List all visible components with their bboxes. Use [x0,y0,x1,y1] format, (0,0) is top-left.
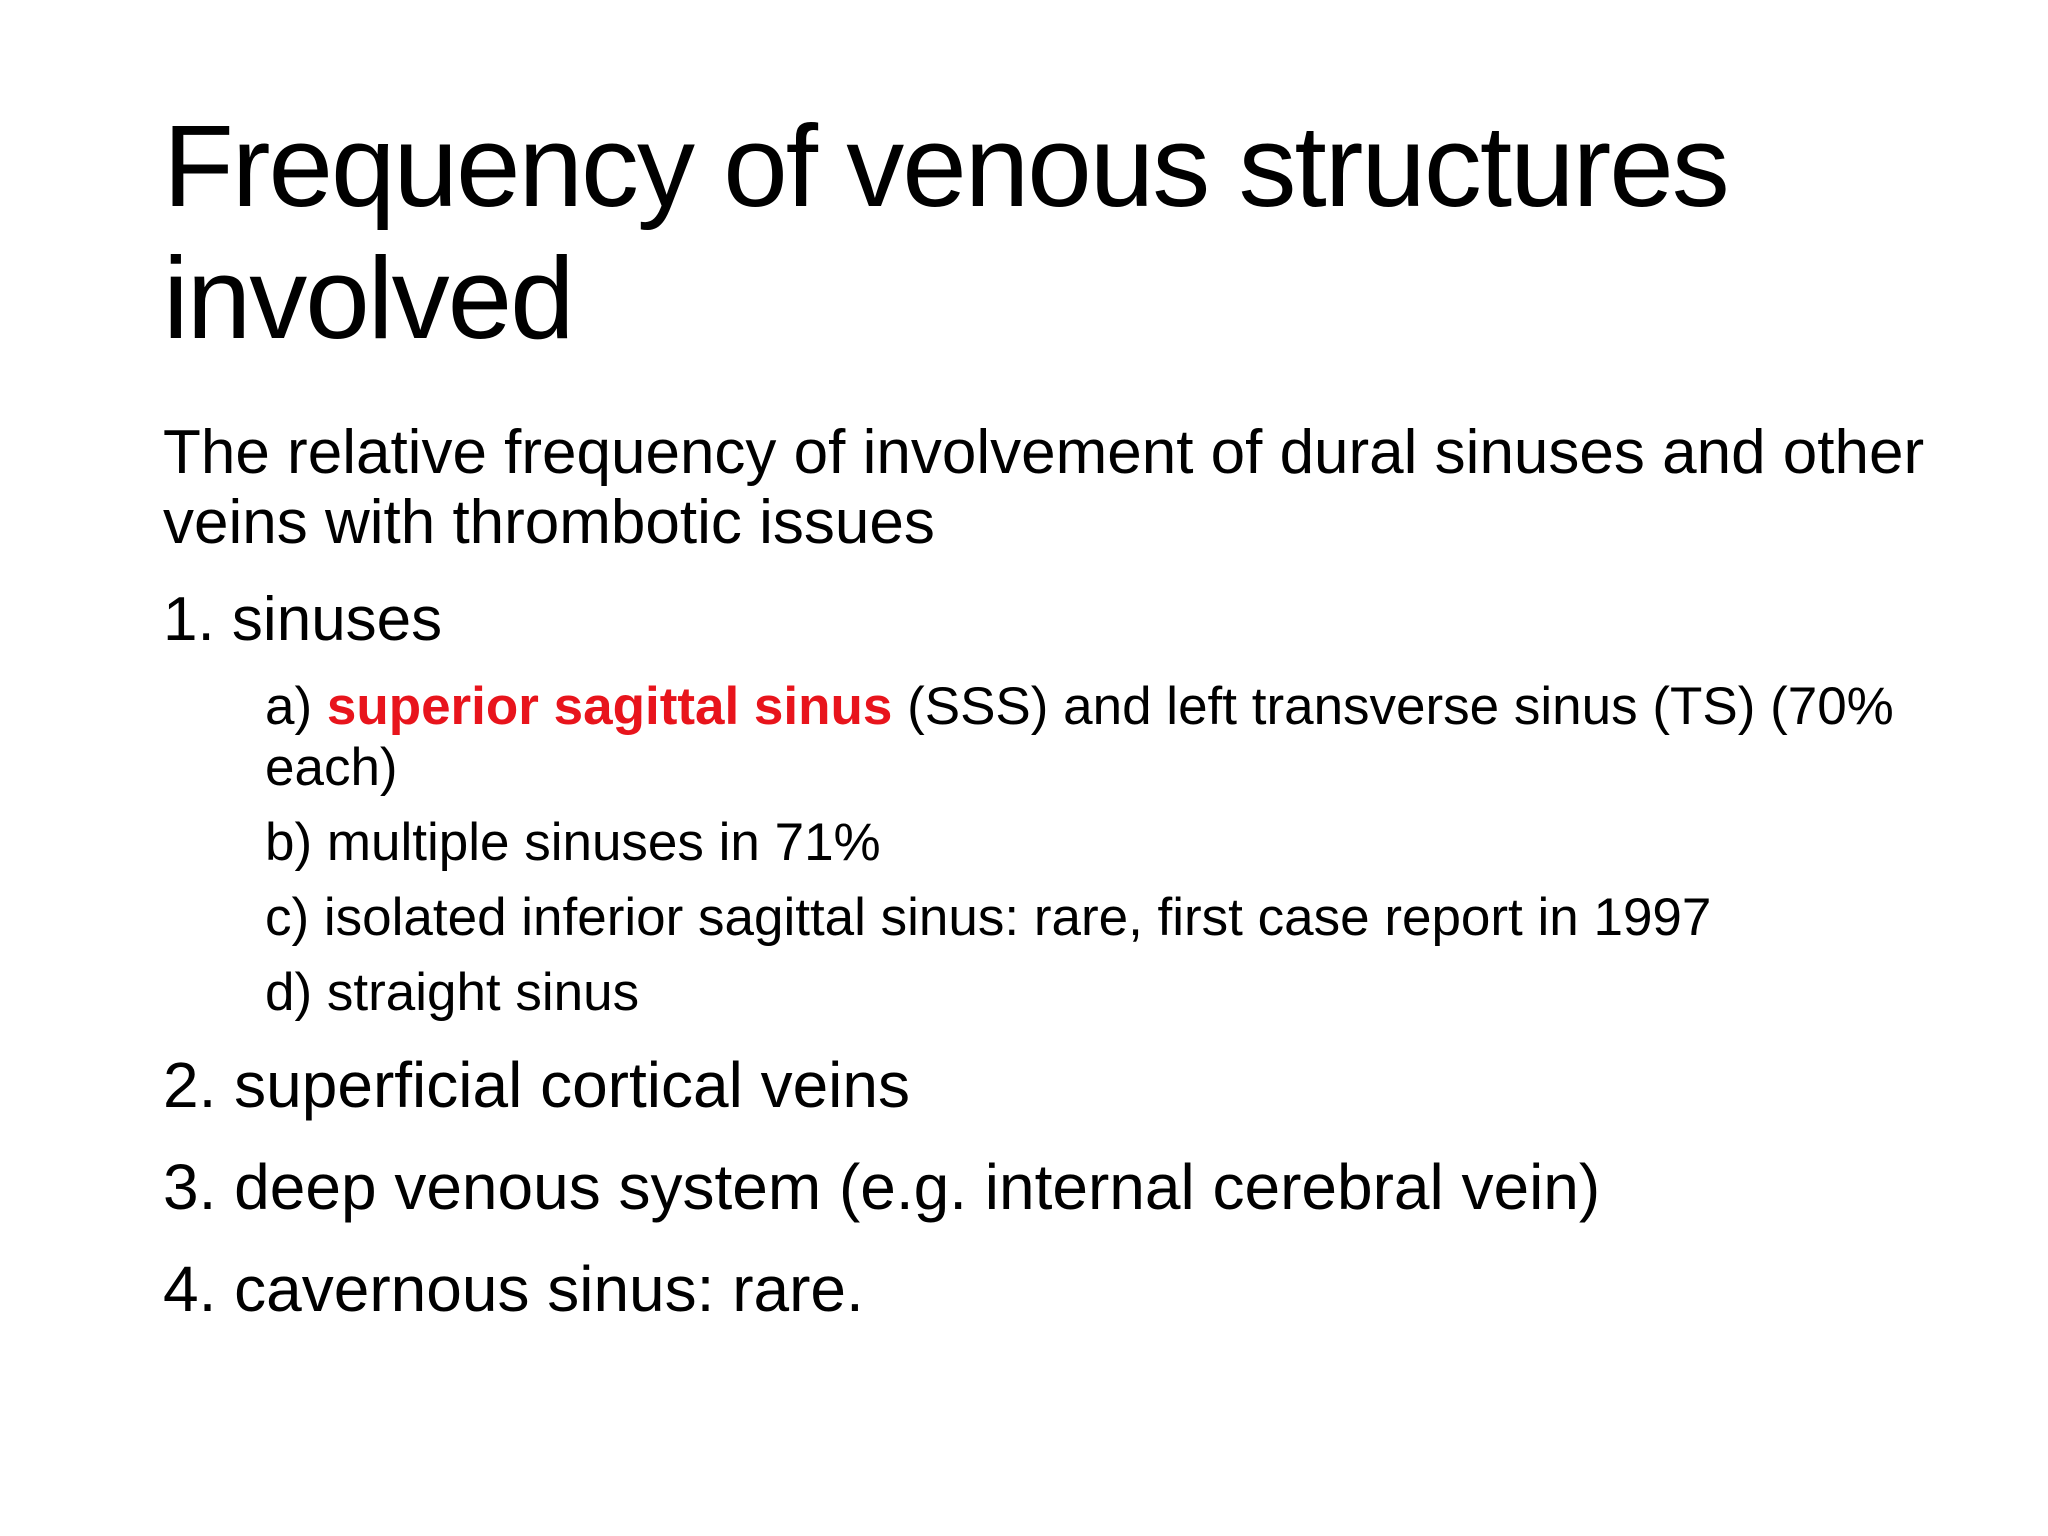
subitem-c: c) isolated inferior sagittal sinus: rare, first case report in 1997 [265,888,1712,947]
subitem-b: b) multiple sinuses in 71% [265,813,881,872]
list-item-superficial-cortical-veins: 2. superficial cortical veins [163,1049,910,1121]
subitem-a [265,676,1943,798]
sinuses-sublist [265,676,1943,1023]
list-item-cavernous-sinus: 4. cavernous sinus: rare. [163,1253,864,1325]
slide-title: Frequency of venous structures involved [163,101,1728,363]
intro-text: The relative frequency of involvement of dural sinuses and other veins with thrombotic issues [163,418,1925,557]
list-item-sinuses: 1. sinuses [163,585,443,654]
slide-body [163,418,1943,1351]
subitem-a-suffix: (SSS) and left transverse sinus (TS) (70% each) [265,677,1894,797]
list-item-deep-venous-system: 3. deep venous system (e.g. internal cerebral vein) [163,1151,1601,1223]
subitem-d: d) straight sinus [265,963,640,1022]
subitem-a-prefix: a) [265,677,327,736]
highlight-superior-sagittal-sinus: superior sagittal sinus [326,677,893,736]
